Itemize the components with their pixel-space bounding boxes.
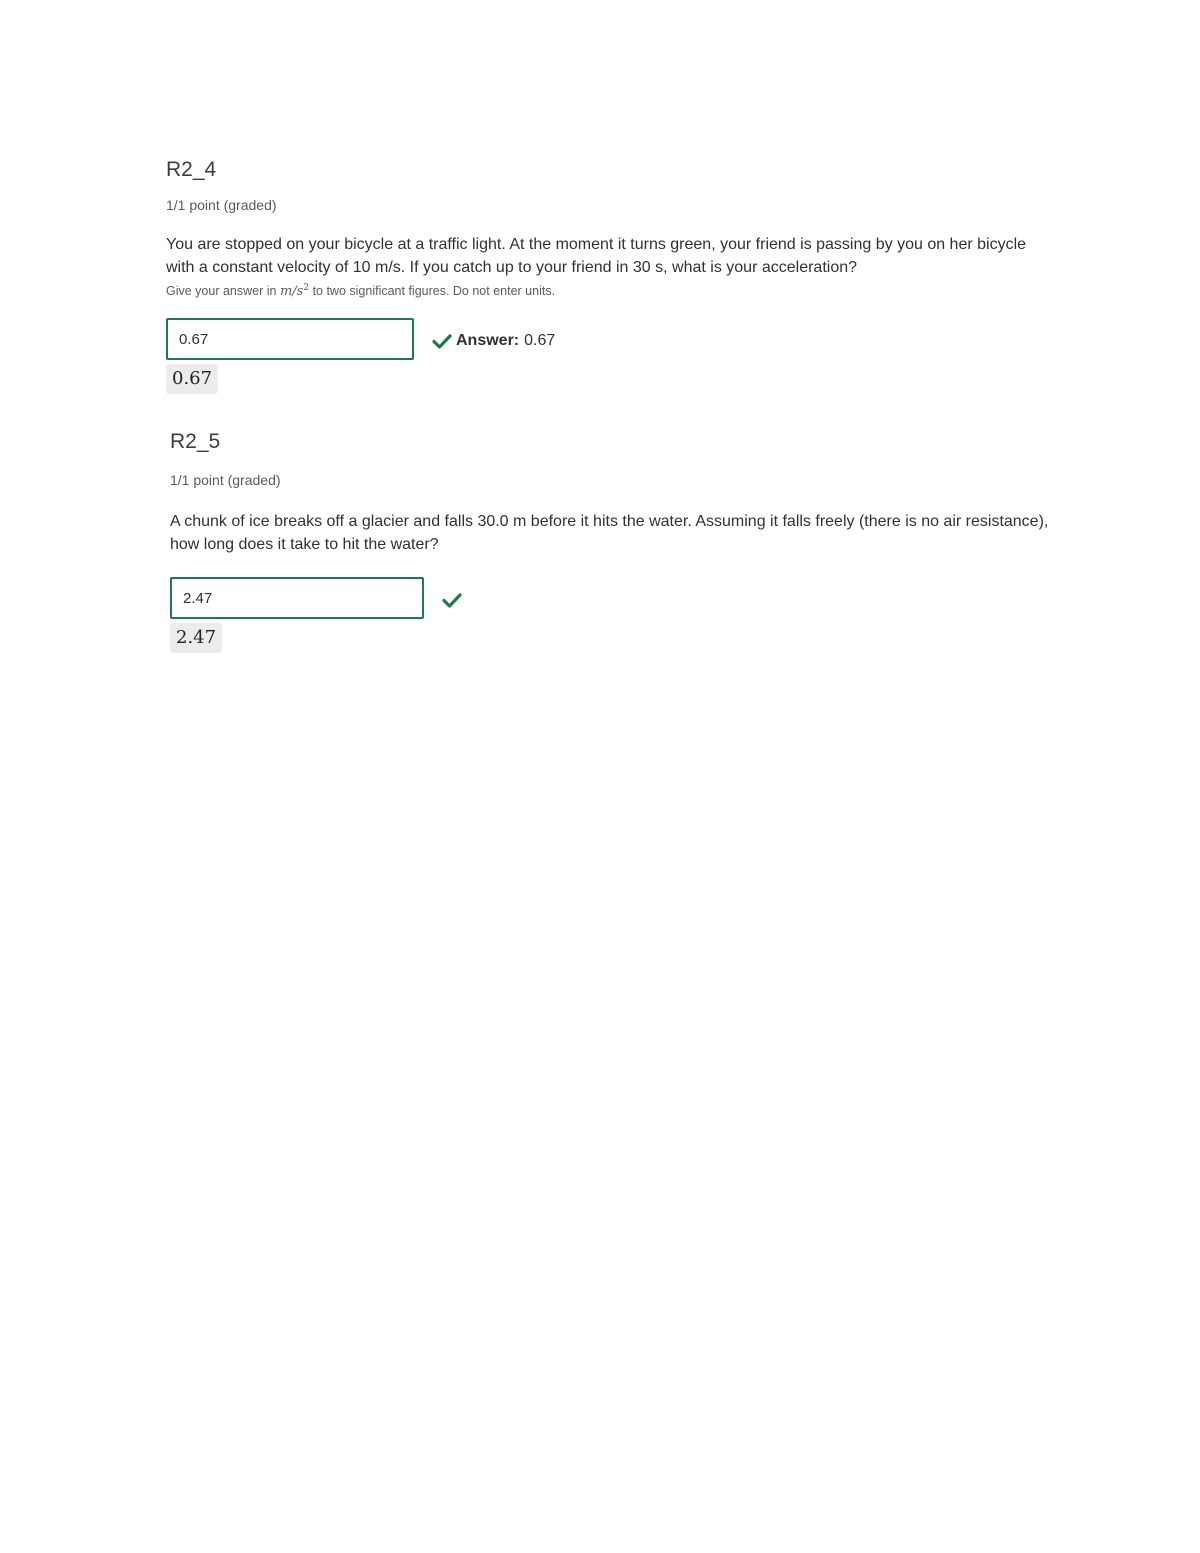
- problem-title: R2_4: [166, 158, 217, 181]
- problem-question: A chunk of ice breaks off a glacier and falls 30.0 m before it hits the water. Assuming it falls freely (there is no air resistance), how long does it take to hit the water?: [170, 513, 1049, 553]
- answer-preview: 0.67: [166, 364, 218, 394]
- problem-points: 1/1 point (graded): [166, 197, 277, 213]
- answer-label: Answer:: [456, 332, 520, 349]
- answer-input[interactable]: [170, 577, 424, 619]
- problem-points: 1/1 point (graded): [170, 472, 281, 488]
- answer-input[interactable]: [166, 318, 414, 360]
- check-icon: [442, 592, 462, 608]
- answer-value: 0.67: [524, 332, 556, 349]
- problem-title: R2_5: [170, 430, 221, 453]
- hint-math: [280, 284, 309, 299]
- hint-math-exponent: 2: [303, 283, 310, 293]
- answer-row: [170, 577, 1050, 619]
- hint-suffix: to two significant figures. Do not enter units.: [312, 284, 556, 298]
- status-correct: [442, 588, 466, 608]
- check-icon: [432, 333, 452, 349]
- hint-math-base: m/s: [279, 284, 304, 299]
- problem-r2-4: [166, 156, 1046, 394]
- problem-r2-5: [170, 428, 1050, 653]
- problem-hint: [166, 280, 1046, 300]
- answer-preview: 2.47: [170, 623, 222, 653]
- status-correct: [432, 328, 555, 350]
- hint-prefix: Give your answer in: [166, 284, 277, 298]
- answer-row: [166, 318, 1046, 360]
- problem-question: You are stopped on your bicycle at a traffic light. At the moment it turns green, your friend is passing by you on her bicycle with a constant velocity of 10 m/s. If you catch up to your friend in 30 s, what is your acceleration?: [166, 236, 1027, 276]
